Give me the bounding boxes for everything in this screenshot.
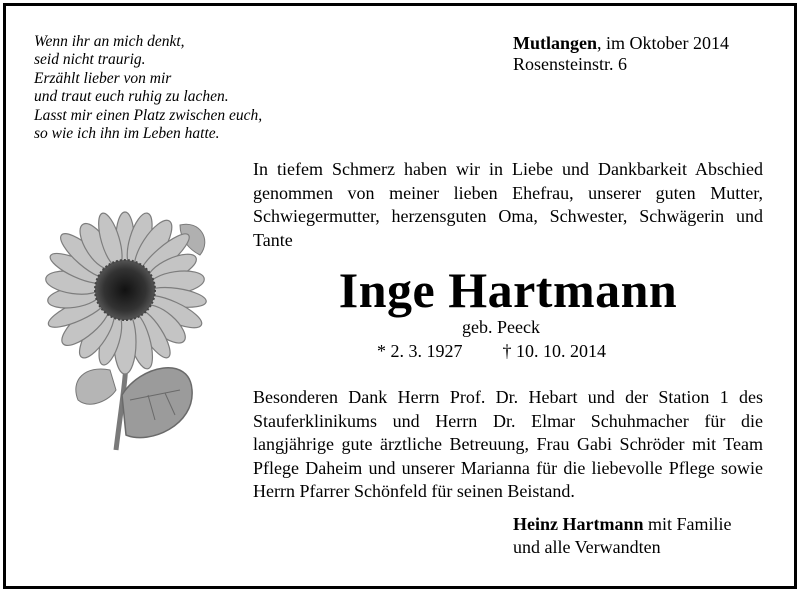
poem-line: Erzählt lieber von mir — [34, 69, 172, 87]
death-date: † 10. 10. 2014 — [502, 341, 606, 361]
birth-name: geb. Peeck — [462, 317, 540, 337]
signature — [513, 513, 732, 559]
announcement-text: In tiefem Schmerz haben wir in Liebe und Dankbarkeit Abschied genommen von meiner lieben Ehefrau, unserer guten Mutter, Schwiegermutter, herzensguten Oma, Schwester, Schwägerin und Tante — [253, 159, 763, 250]
acknowledgement-text: Besonderen Dank Herrn Prof. Dr. Hebart und der Station 1 des Stauferklinikums und Herrn Dr. Elmar Schuhmacher für die langjährige gute ärztliche Betreuung, Frau Gabi Schröder mit Team Pflege Daheim und unserer Marianna für die liebevolle Pflege sowie Herrn Pfarrer Schönfeld für seinen Beistand. — [253, 387, 763, 501]
poem — [34, 33, 262, 143]
street-address: Rosensteinstr. 6 — [513, 54, 628, 74]
town: Mutlangen — [513, 33, 598, 53]
poem-line: so wie ich ihn im Leben hatte. — [34, 125, 220, 143]
poem-line: Wenn ihr an mich denkt, — [34, 33, 185, 50]
sunflower-illustration — [30, 195, 230, 470]
birth-date: * 2. 3. 1927 — [377, 341, 463, 361]
signer-line-2: und alle Verwandten — [513, 537, 661, 557]
date: , im Oktober 2014 — [597, 33, 730, 53]
life-dates — [377, 341, 606, 362]
signer-suffix: mit Familie — [643, 514, 732, 534]
poem-line: seid nicht traurig. — [34, 51, 146, 69]
poem-line: Lasst mir einen Platz zwischen euch, — [34, 106, 263, 124]
signer-name: Heinz Hartmann — [513, 514, 644, 534]
poem-line: und traut euch ruhig zu lachen. — [34, 88, 229, 106]
place-and-date — [513, 33, 729, 75]
deceased-name: Inge Hartmann — [338, 262, 678, 318]
